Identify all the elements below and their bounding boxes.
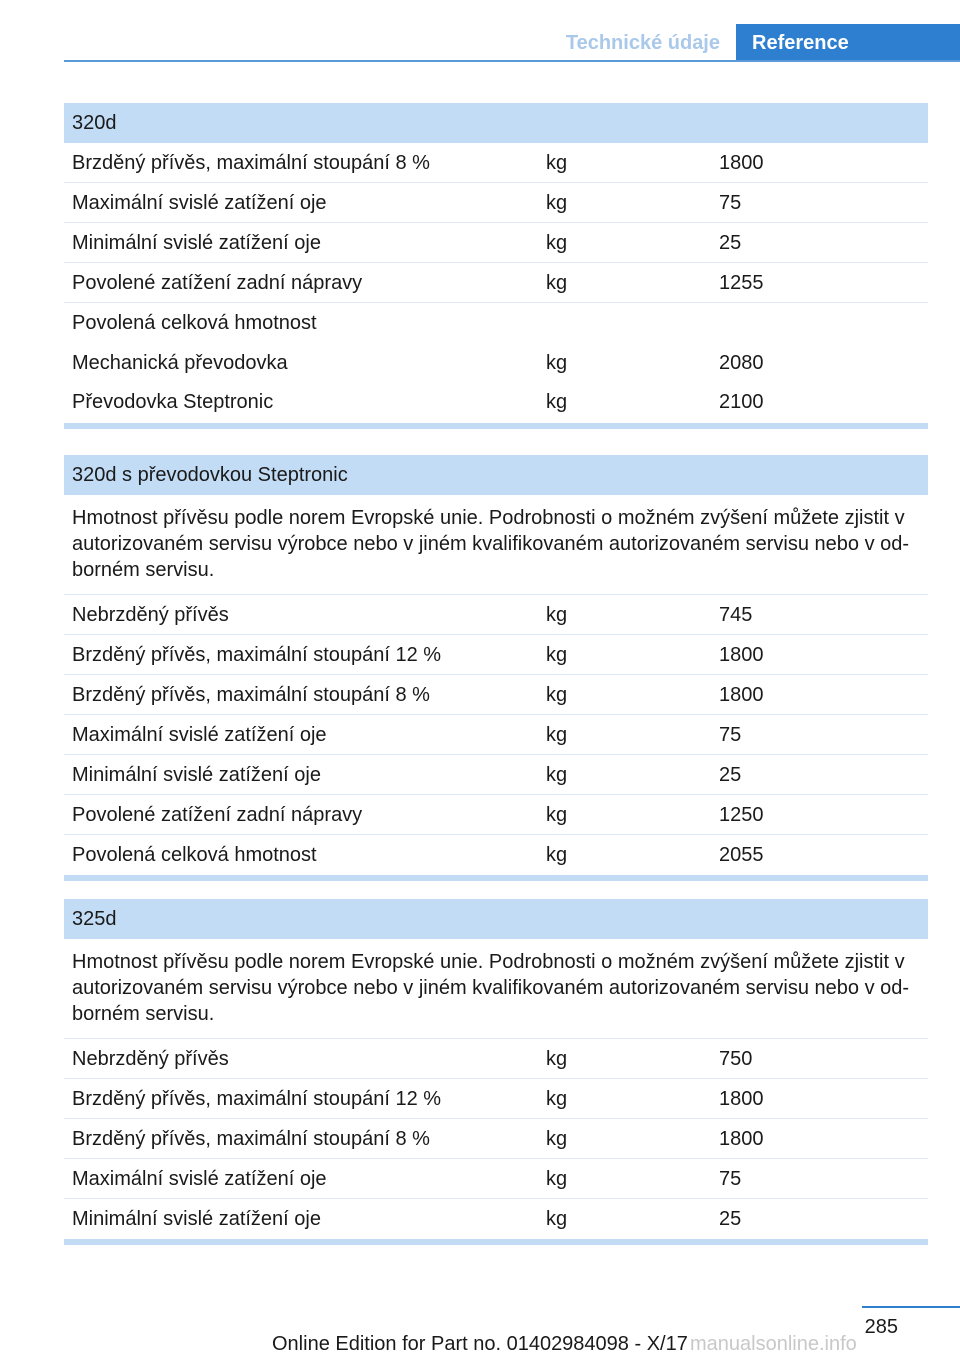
row-label: Maximální svislé zatížení oje xyxy=(72,724,327,746)
table-row xyxy=(64,263,928,303)
watermark-text: manualsonline.info xyxy=(690,1333,857,1355)
row-value: 1800 xyxy=(719,644,764,666)
table-row xyxy=(64,1079,928,1119)
table-row-group-heading xyxy=(64,303,928,343)
table-row xyxy=(64,223,928,263)
table-bottom-rule xyxy=(64,875,928,881)
table-325d xyxy=(64,899,928,1245)
row-unit: kg xyxy=(546,644,568,666)
table-row xyxy=(64,1199,928,1239)
row-value: 75 xyxy=(719,1168,742,1190)
table-note: Hmotnost přívěsu podle norem Evropské unie. Podrobnosti o možném zvýšení můžete zjistit v autorizovaném servisu výrobce nebo v jiném kvalifikovaném autorizovaném servisu nebo v od-borném servisu. xyxy=(64,495,928,595)
table-row xyxy=(64,835,928,875)
row-unit: kg xyxy=(546,1088,568,1110)
row-unit: kg xyxy=(546,724,568,746)
row-unit: kg xyxy=(546,1128,568,1150)
row-label: Minimální svislé zatížení oje xyxy=(72,232,321,254)
row-value: 2100 xyxy=(719,391,764,413)
table-row xyxy=(64,183,928,223)
table-row xyxy=(64,1119,928,1159)
row-value: 1255 xyxy=(719,272,764,294)
row-label: Povolené zatížení zadní nápravy xyxy=(72,804,363,826)
row-unit: kg xyxy=(546,604,568,626)
table-row xyxy=(64,635,928,675)
table-row xyxy=(64,382,928,421)
table-320d xyxy=(64,103,928,429)
table-bottom-rule xyxy=(64,1239,928,1245)
row-label: Nebrzděný přívěs xyxy=(72,1048,229,1070)
row-value: 1800 xyxy=(719,1128,764,1150)
table-row xyxy=(64,1039,928,1079)
table-title: 325d xyxy=(64,899,928,939)
row-unit: kg xyxy=(546,844,568,866)
row-value: 75 xyxy=(719,724,742,746)
header-divider xyxy=(64,60,960,62)
table-row xyxy=(64,343,928,382)
row-value: 2055 xyxy=(719,844,764,866)
page-number: 285 xyxy=(864,1316,898,1338)
row-label: Maximální svislé zatížení oje xyxy=(72,192,327,214)
row-label: Mechanická převodovka xyxy=(72,352,288,374)
table-row xyxy=(64,595,928,635)
row-value: 745 xyxy=(719,604,753,626)
row-label: Převodovka Steptronic xyxy=(72,391,274,413)
row-label: Povolené zatížení zadní nápravy xyxy=(72,272,363,294)
table-title: 320d s převodovkou Steptronic xyxy=(64,455,928,495)
footer-divider xyxy=(862,1306,960,1308)
row-value: 75 xyxy=(719,192,742,214)
table-row xyxy=(64,795,928,835)
row-value: 2080 xyxy=(719,352,764,374)
row-unit: kg xyxy=(546,764,568,786)
table-note: Hmotnost přívěsu podle norem Evropské unie. Podrobnosti o možném zvýšení můžete zjistit v autorizovaném servisu výrobce nebo v jiném kvalifikovaném autorizovaném servisu nebo v od-borném servisu. xyxy=(64,939,928,1039)
row-label: Nebrzděný přívěs xyxy=(72,604,229,626)
row-label: Brzděný přívěs, maximální stoupání 8 % xyxy=(72,684,430,706)
row-label: Minimální svislé zatížení oje xyxy=(72,1208,321,1230)
row-unit: kg xyxy=(546,152,568,174)
table-320d-steptronic xyxy=(64,455,928,881)
row-value: 25 xyxy=(719,764,742,786)
row-label: Maximální svislé zatížení oje xyxy=(72,1168,327,1190)
table-row xyxy=(64,755,928,795)
table-row xyxy=(64,675,928,715)
table-title: 320d xyxy=(64,103,928,143)
row-label: Brzděný přívěs, maximální stoupání 12 % xyxy=(72,1088,442,1110)
row-unit: kg xyxy=(546,391,568,413)
row-unit: kg xyxy=(546,1168,568,1190)
row-value: 25 xyxy=(719,232,742,254)
page-header xyxy=(0,0,960,64)
row-value: 750 xyxy=(719,1048,753,1070)
row-value: 1800 xyxy=(719,1088,764,1110)
header-section-title: Technické údaje xyxy=(565,32,720,54)
row-unit: kg xyxy=(546,1208,568,1230)
row-value: 1800 xyxy=(719,684,764,706)
row-unit: kg xyxy=(546,272,568,294)
row-value: 25 xyxy=(719,1208,742,1230)
row-unit: kg xyxy=(546,352,568,374)
edition-text: Online Edition for Part no. 01402984098 - X/17 xyxy=(272,1333,688,1355)
table-bottom-rule xyxy=(64,423,928,429)
row-unit: kg xyxy=(546,192,568,214)
row-unit: kg xyxy=(546,804,568,826)
row-unit: kg xyxy=(546,232,568,254)
row-unit: kg xyxy=(546,1048,568,1070)
row-unit: kg xyxy=(546,684,568,706)
row-label: Brzděný přívěs, maximální stoupání 8 % xyxy=(72,1128,430,1150)
header-tab-reference: Reference xyxy=(736,24,960,62)
row-label: Minimální svislé zatížení oje xyxy=(72,764,321,786)
row-label: Povolená celková hmotnost xyxy=(72,844,317,866)
table-row xyxy=(64,715,928,755)
row-value: 1800 xyxy=(719,152,764,174)
row-label: Brzděný přívěs, maximální stoupání 12 % xyxy=(72,644,442,666)
table-row xyxy=(64,1159,928,1199)
row-value: 1250 xyxy=(719,804,764,826)
row-label: Brzděný přívěs, maximální stoupání 8 % xyxy=(72,152,430,174)
table-row xyxy=(64,143,928,183)
row-label: Povolená celková hmotnost xyxy=(72,312,317,334)
